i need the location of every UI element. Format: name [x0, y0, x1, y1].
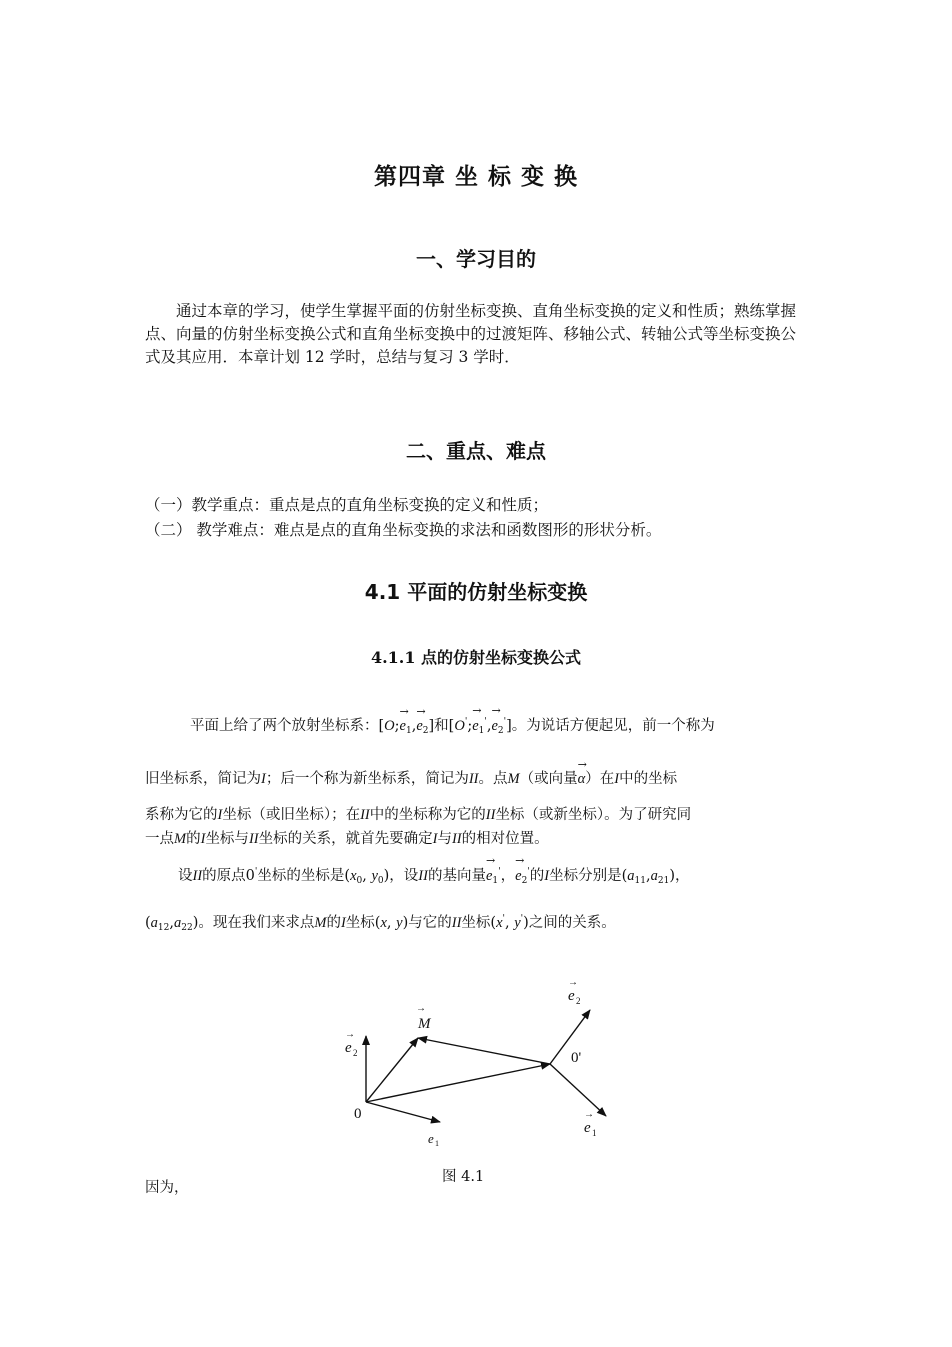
label-e2: e: [345, 1040, 352, 1056]
trailing-text: 因为，: [145, 1180, 189, 1196]
body-line-5: 设II的原点0'坐标的坐标是($x_0$, $y_0$)，设II的基向量→ $e_1'$，→ $e_2'$的I坐标分别是$(a_{11},a_{21})$，: [178, 864, 689, 886]
subsection-heading-4-1-1: 4.1.1 点的仿射坐标变换公式: [370, 648, 582, 667]
label-e2-new: e: [568, 988, 575, 1004]
svg-text:→: →: [584, 1109, 594, 1120]
section-heading-key-points: 二、重点、难点: [406, 439, 546, 463]
section-heading-4-1: 4.1 平面的仿射坐标变换: [364, 580, 588, 604]
body-line-2: 旧坐标系，简记为I；后一个称为新坐标系，简记为II。点M（或向量→ α）在I中的坐标: [145, 767, 677, 788]
figure-4-1: [330, 968, 630, 1158]
svg-text:→: →: [416, 1003, 426, 1014]
svg-text:1: 1: [592, 1128, 597, 1138]
old-e1-vector: [366, 1102, 440, 1122]
body-line-6: $(a_{12},a_{22})$。现在我们来求点M的I坐标(x, y)与它的II坐标(x', y')之间的关系。: [145, 914, 616, 933]
body-line-1: 平面上给了两个放射坐标系：[O;→ $e_1,\to e_2$]和[O';→ $e_1',\to e_2'$]。为说话方便起见，前一个称为: [190, 714, 715, 736]
new-e1-vector: [550, 1064, 606, 1116]
goals-paragraph: 通过本章的学习，使学生掌握平面的仿射坐标变换、直角坐标变换的定义和性质；熟练掌握点、向量的仿射坐标变换公式和直角坐标变换中的过渡矩阵、移轴公式、转轴公式等坐标变换公式及其应用．本章计划 12 学时，总结与复习 3 学时．: [145, 302, 797, 366]
section-heading-goals: 一、学习目的: [416, 247, 536, 271]
chapter-title: 第四章 坐 标 变 换: [373, 163, 579, 190]
label-e1: e: [428, 1131, 434, 1146]
svg-text:1: 1: [435, 1139, 439, 1148]
label-m: M: [418, 1016, 431, 1032]
label-origin-old: 0: [354, 1106, 362, 1122]
origin-connector: [366, 1064, 550, 1102]
key-point-item: （一）教学重点：重点是点的直角坐标变换的定义和性质；: [145, 496, 549, 514]
difficult-point-item: （二） 教学难点：难点是点的直角坐标变换的求法和函数图形的形状分析。: [145, 521, 662, 539]
label-origin-new: 0': [571, 1050, 582, 1066]
body-line-4: 一点M的I坐标与II坐标的关系，就首先要确定I与II的相对位置。: [145, 831, 549, 847]
svg-text:2: 2: [576, 996, 581, 1006]
new-m-vector: [418, 1038, 550, 1064]
svg-text:2: 2: [353, 1048, 358, 1058]
body-line-3: 系称为它的I坐标（或旧坐标）；在II中的坐标称为它的II坐标（或新坐标）。为了研究同: [145, 807, 692, 823]
label-e1-new: e: [584, 1120, 591, 1136]
svg-text:→: →: [345, 1029, 355, 1040]
figure-caption: 图 4.1: [442, 1169, 485, 1185]
svg-text:→: →: [568, 977, 578, 988]
new-e2-vector: [550, 1010, 590, 1064]
